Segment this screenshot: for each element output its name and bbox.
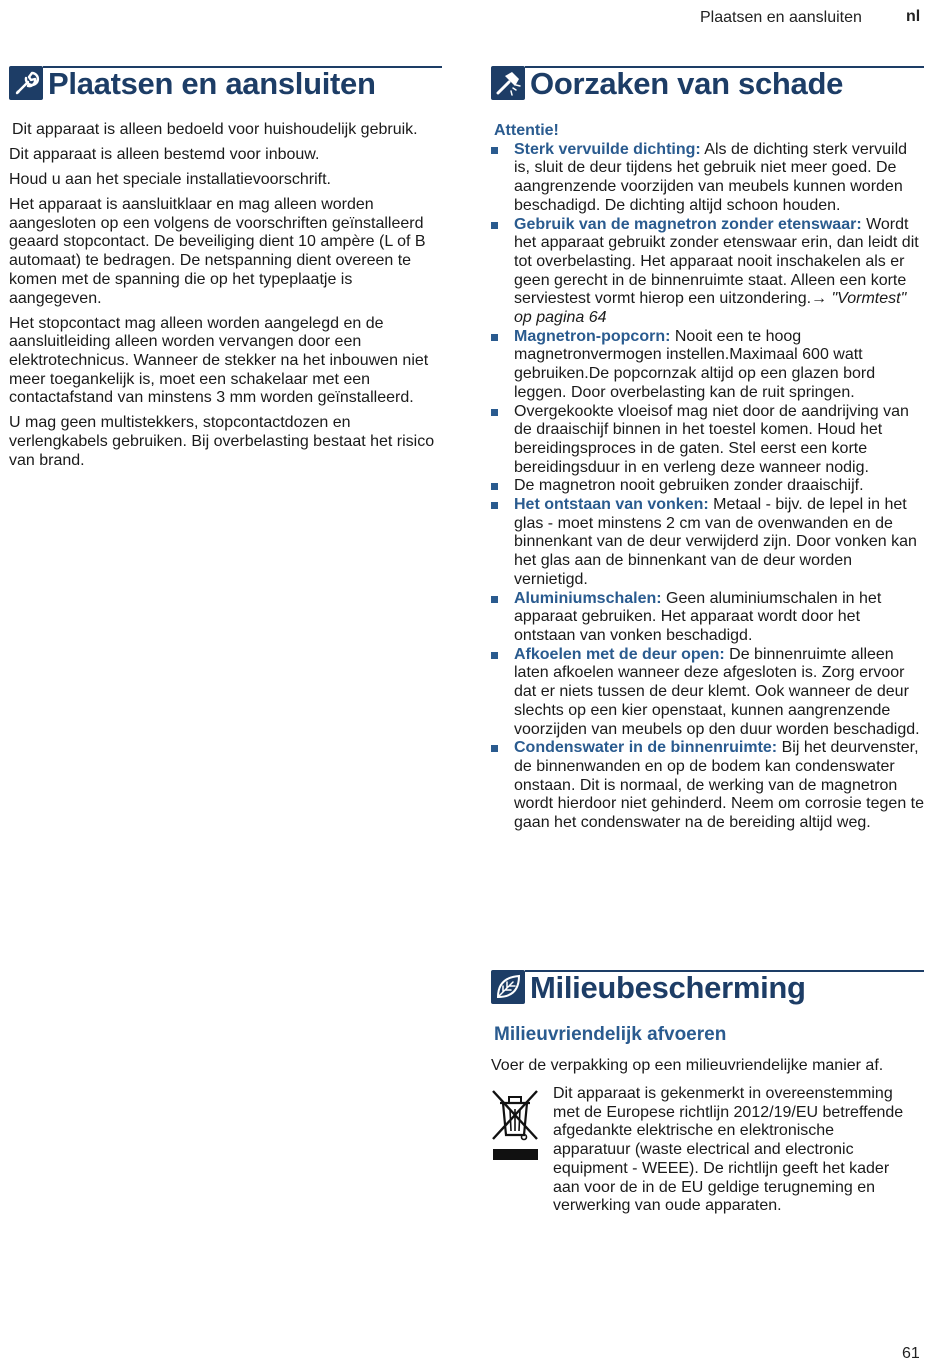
damage-hammer-icon — [491, 66, 525, 100]
list-item-term: Magnetron-popcorn: — [514, 327, 671, 345]
running-header-title: Plaatsen en aansluiten — [700, 9, 862, 26]
bullet-square-icon — [491, 334, 498, 341]
weee-description: Dit apparaat is gekenmerkt in overeenstemming met de Europese richtlijn 2012/19/EU betreffende afgedankte elektrische en elektronische apparatuur (waste electrical and electronic equipment - WEEE). De richtlijn geeft het kader aan voor de in de EU geldige terugneming en verwerking van oude apparaten. — [553, 1085, 904, 1215]
list-item-text: Geen aluminiumschalen in het apparaat gebruiken. Het apparaat wordt door het ontstaan van vonken beschadigd. — [514, 589, 882, 644]
list-item — [491, 328, 925, 403]
install-paragraph: Dit apparaat is alleen bedoeld voor huishoudelijk gebruik. — [12, 121, 418, 138]
list-item — [491, 646, 925, 740]
language-code: nl — [906, 8, 921, 25]
list-item — [491, 216, 925, 328]
list-item — [491, 496, 925, 590]
bullet-square-icon — [491, 745, 498, 752]
list-item-term: Sterk vervuilde dichting: — [514, 140, 701, 158]
list-item-text: Wordt het apparaat gebruikt zonder etenswaar erin, dan leidt dit tot overbelasting. Het apparaat nooit inschakelen als er geen gerecht in de binnenruimte staat. Alleen een korte serviestest vormt hierop een uitzondering. — [514, 215, 919, 308]
bullet-square-icon — [491, 502, 498, 509]
list-item-text: Als de dichting sterk vervuild is, sluit de deur tijdens het gebruik niet meer goed. De aangrenzende voorzijden van meubels kunnen worden beschadigd. De dichting altijd schoon houden. — [514, 140, 908, 214]
bullet-square-icon — [491, 222, 498, 229]
list-item-text: De binnenruimte alleen laten afkoelen wanneer deze afgesloten is. Zorg ervoor dat er niets tussen de deur klemt. Ook wanneer de deur slechts op een kier openstaat, kunnen aangrenzende voorzijden van meubels op den duur worden beschadigd. — [514, 645, 920, 738]
list-item — [491, 590, 925, 646]
leaf-icon — [491, 970, 525, 1004]
bullet-square-icon — [491, 596, 498, 603]
install-paragraph: Dit apparaat is alleen bestemd voor inbouw. — [9, 146, 320, 163]
bullet-square-icon — [491, 409, 498, 416]
cross-reference-link[interactable]: "Vormtest" op pagina 64 — [514, 290, 907, 327]
cross-reference-arrow-icon: → — [811, 290, 828, 308]
list-item-term: Afkoelen met de deur open: — [514, 645, 725, 663]
page-number: 61 — [902, 1345, 920, 1362]
install-paragraph: U mag geen multistekkers, stopcontactdozen en verlengkabels gebruiken. Bij overbelasting bestaat het risico van brand. — [9, 414, 435, 469]
bullet-square-icon — [491, 147, 498, 154]
section-heading-damage — [491, 66, 924, 106]
list-item-text: Overgekookte vloeisof mag niet door de aandrijving van de draaischijf binnen in het toestel komen. Houd het bereidingsproces in de gaten. Stel eerst een korte bereidingsduur in en verleng deze wanneer nodig. — [514, 402, 909, 476]
damage-list — [491, 141, 925, 833]
list-item-term: Gebruik van de magnetron zonder etenswaar: — [514, 215, 862, 233]
list-item — [491, 141, 925, 216]
section-heading-install — [9, 66, 442, 106]
section-title-damage: Oorzaken van schade — [530, 66, 844, 101]
install-paragraph: Houd u aan het speciale installatievoorschrift. — [9, 171, 331, 188]
list-item-text: Nooit een te hoog magnetronvermogen instellen.Maximaal 600 watt gebruiken.De popcornzak altijd op een glazen bord leggen. Door overbelasting kan de ruit springen. — [514, 327, 876, 401]
list-item — [491, 739, 925, 833]
bullet-square-icon — [491, 483, 498, 490]
damage-body — [491, 122, 925, 833]
environment-packaging-line: Voer de verpakking op een milieuvriendelijke manier af. — [491, 1057, 884, 1074]
list-item-term: Aluminiumschalen: — [514, 589, 662, 607]
section-heading-environment — [491, 970, 924, 1010]
section-title-install: Plaatsen en aansluiten — [48, 66, 376, 101]
list-item-text: Bij het deurvenster, de binnenwanden en op de bodem kan condenswater onstaan. Dit is normaal, de werking van de magnetron wordt hierdoor niet gehinderd. Neem om corrosie tegen te gaan het condenswater na de bereiding altijd weg. — [514, 739, 924, 832]
install-paragraph: Het apparaat is aansluitklaar en mag alleen worden aangesloten op een volgens de voorschriften geïnstalleerd geaard stopcontact. De beveiliging dient 10 ampère (L of B automaat) te bedragen. De netspanning dient overeen te komen met de spanning die op het typeplaatje is aangegeven. — [9, 196, 426, 307]
list-item — [491, 477, 925, 496]
crossed-out-bin-icon — [491, 1087, 539, 1165]
install-paragraph: Het stopcontact mag alleen worden aangelegd en de aansluitleiding alleen worden vervangen door een elektrotechnicus. Wanneer de stekker na het inbouwen niet meer toegankelijk is, moet een schakelaar met een contactafstand van minstens 3 mm worden geïnstalleerd. — [9, 314, 429, 407]
wrench-icon — [9, 66, 43, 100]
list-item — [491, 403, 925, 478]
environment-subtitle: Milieuvriendelijk afvoeren — [494, 1024, 727, 1045]
list-item-term: Condenswater in de binnenruimte: — [514, 739, 778, 757]
bullet-square-icon — [491, 652, 498, 659]
section-title-environment: Milieubescherming — [530, 970, 806, 1005]
attention-label: Attentie! — [494, 122, 559, 139]
list-item-term: Het ontstaan van vonken: — [514, 496, 709, 514]
install-body — [9, 121, 441, 477]
list-item-text: Metaal - bijv. de lepel in het glas - moet minstens 2 cm van de ovenwanden en de binnenkant van de deur verwijderd zijn. Door vonken kan het glas aan de binnenkant van de deur worden vernietigd. — [514, 496, 917, 588]
list-item-text: De magnetron nooit gebruiken zonder draaischijf. — [514, 477, 864, 495]
